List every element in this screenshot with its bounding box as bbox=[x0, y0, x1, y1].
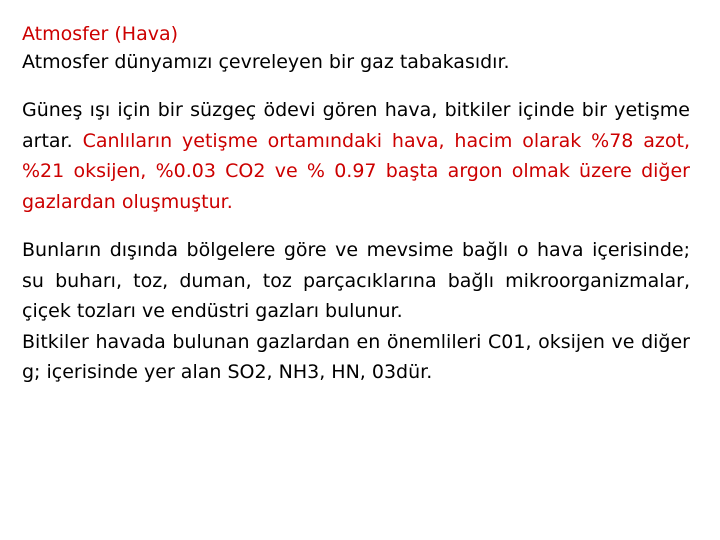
slide-content bbox=[22, 20, 690, 388]
paragraph-plant-gases: Bitkiler havada bulunan gazlardan en önemlileri C01, oksijen ve diğer g; içerisinde yer alan SO2, NH3, HN, 03dür. bbox=[22, 330, 690, 383]
page-title: Atmosfer (Hava) bbox=[22, 23, 179, 45]
paragraph-1-red-text: Canlıların yetişme ortamındaki hava, hacim olarak %78 azot, %21 oksijen, %0.03 CO2 ve % 0.97 başta argon olmak üzere diğer gazlardan oluşmuştur. bbox=[22, 129, 691, 213]
intro-text: Atmosfer dünyamızı çevreleyen bir gaz tabakasıdır. bbox=[22, 51, 510, 73]
paragraph-1-black-text: Güneş ışı için bir süzgeç ödevi gören hava, bitkiler içinde bir yetişme artar. bbox=[22, 99, 690, 152]
paragraph-regional-contents: Bunların dışında bölgelere göre ve mevsime bağlı o hava içerisinde; su buharı, toz, duman, toz parçacıklarına bağlı mikroorganizmalar, çiçek tozları ve endüstri gazları bulunur. bbox=[22, 239, 690, 322]
paragraph-filter-composition bbox=[22, 95, 690, 217]
